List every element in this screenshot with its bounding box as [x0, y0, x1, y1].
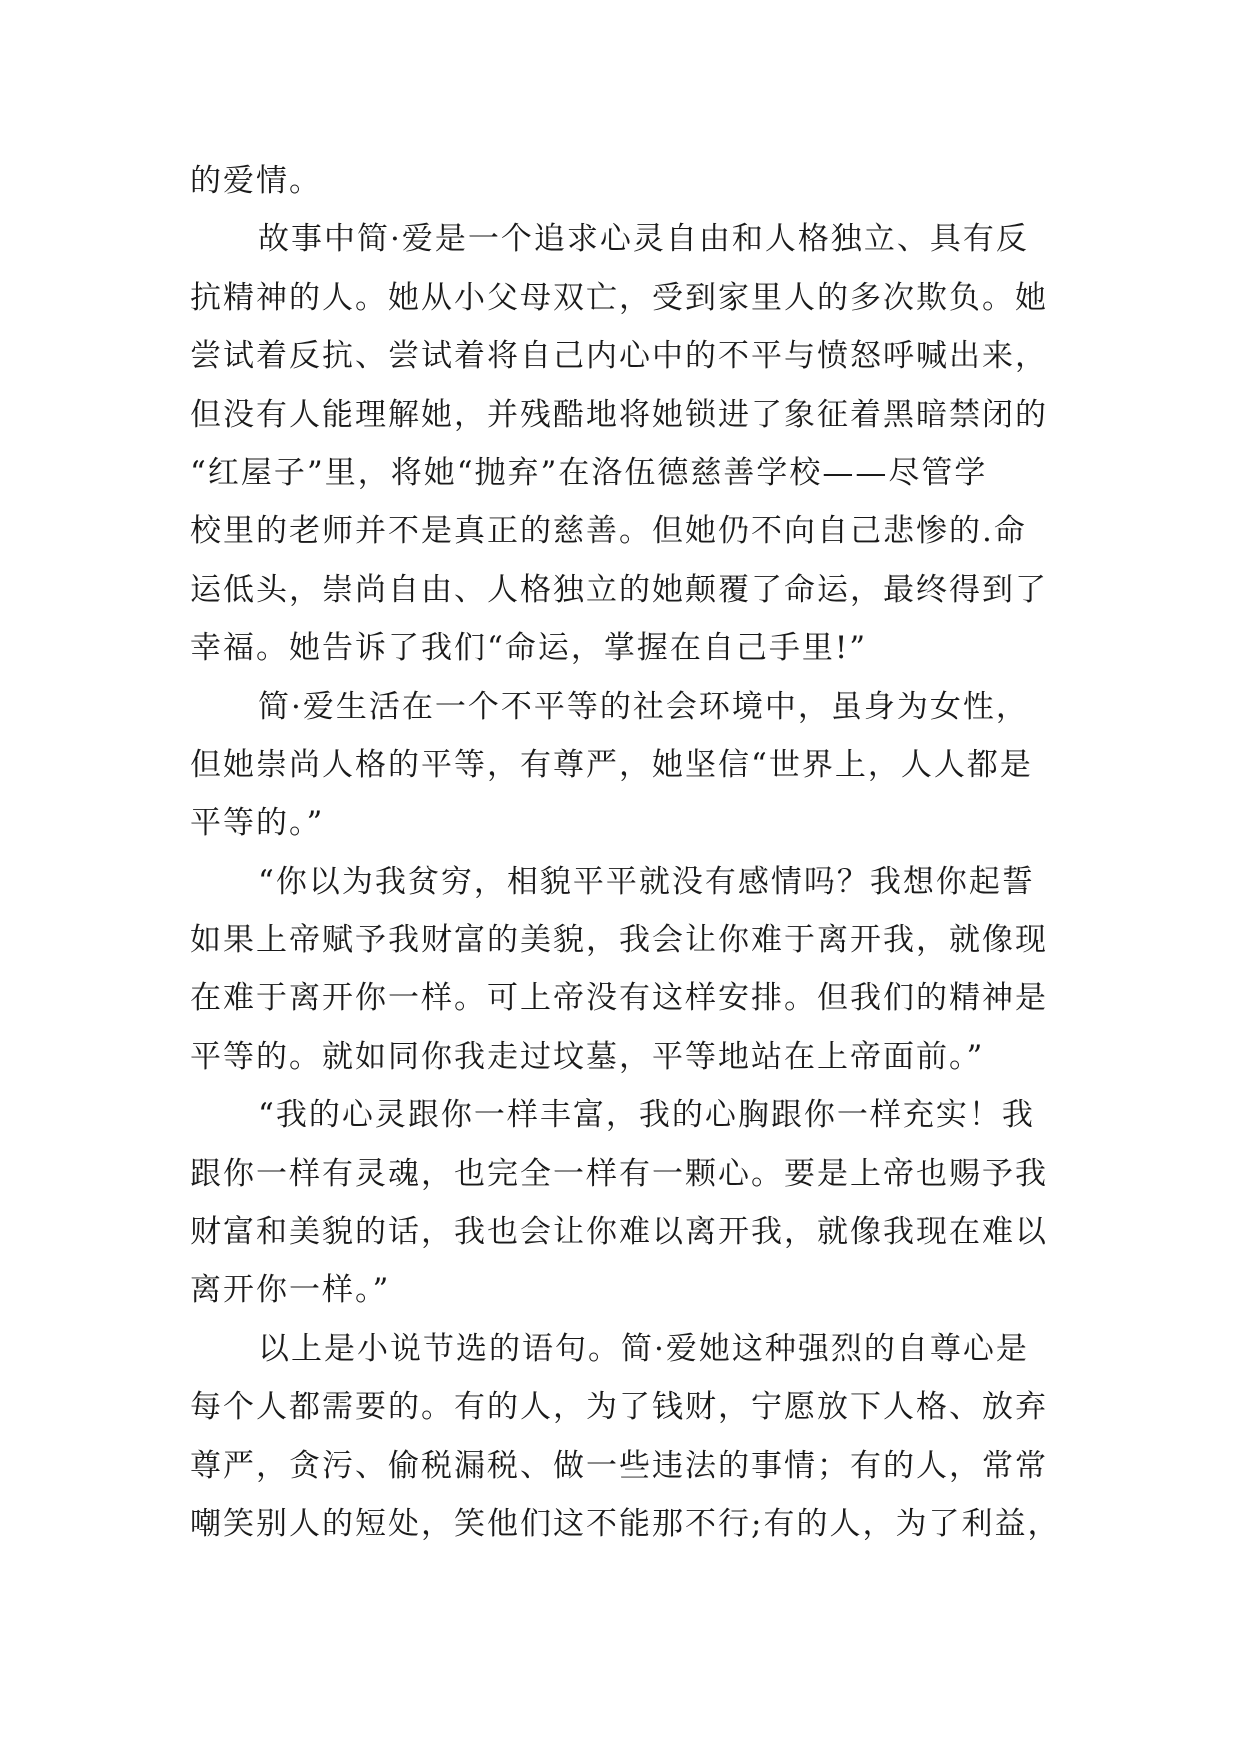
- text-line: 每个人都需要的。有的人，为了钱财，宁愿放下人格、放弃: [190, 1389, 1048, 1426]
- text-line: 的爱情。: [190, 163, 322, 199]
- text-line: 但没有人能理解她，并残酷地将她锁进了象征着黑暗禁闭的: [190, 396, 1048, 433]
- text-line: 离开你一样。”: [190, 1272, 391, 1309]
- text-line: 尊严，贪污、偷税漏税、做一些违法的事情；有的人，常常: [190, 1447, 1048, 1484]
- text-line: 简·爱生活在一个不平等的社会环境中，虽身为女性，: [258, 688, 1029, 725]
- text-line: “我的心灵跟你一样丰富，我的心胸跟你一样充实！我: [258, 1097, 1035, 1134]
- text-line: 嘲笑别人的短处，笑他们这不能那不行;有的人，为了利益，: [190, 1505, 1061, 1542]
- text-line: 但她崇尚人格的平等，有尊严，她坚信“世界上，人人都是: [190, 746, 1033, 783]
- text-line: 运低头，崇尚自由、人格独立的她颠覆了命运，最终得到了: [190, 571, 1048, 608]
- text-line: 财富和美貌的话，我也会让你难以离开我，就像我现在难以: [190, 1214, 1048, 1251]
- text-line: 抗精神的人。她从小父母双亡，受到家里人的多次欺负。她: [190, 279, 1048, 316]
- text-line: 幸福。她告诉了我们“命运，掌握在自己手里!”: [190, 630, 868, 667]
- text-line: 尝试着反抗、尝试着将自己内心中的不平与愤怒呼喊出来，: [190, 338, 1048, 375]
- text-line: “红屋子”里，将她“抛弃”在洛伍德慈善学校——尽管学: [190, 454, 988, 491]
- text-line: 跟你一样有灵魂，也完全一样有一颗心。要是上帝也赐予我: [190, 1155, 1048, 1192]
- text-line: 校里的老师并不是真正的慈善。但她仍不向自己悲惨的.命: [190, 513, 1027, 550]
- text-line: 平等的。”: [190, 805, 325, 842]
- body-text: [190, 152, 1070, 1553]
- text-line: 以上是小说节选的语句。简·爱她这种强烈的自尊心是: [258, 1330, 1029, 1367]
- text-line: 在难于离开你一样。可上帝没有这样安排。但我们的精神是: [190, 980, 1048, 1017]
- text-line: “你以为我贫穷，相貌平平就没有感情吗？我想你起誓: [258, 863, 1035, 900]
- text-line: 如果上帝赋予我财富的美貌，我会让你难于离开我，就像现: [190, 922, 1048, 959]
- text-line: 故事中简·爱是一个追求心灵自由和人格独立、具有反: [258, 221, 1029, 258]
- text-line: 平等的。就如同你我走过坟墓，平等地站在上帝面前。”: [190, 1038, 985, 1075]
